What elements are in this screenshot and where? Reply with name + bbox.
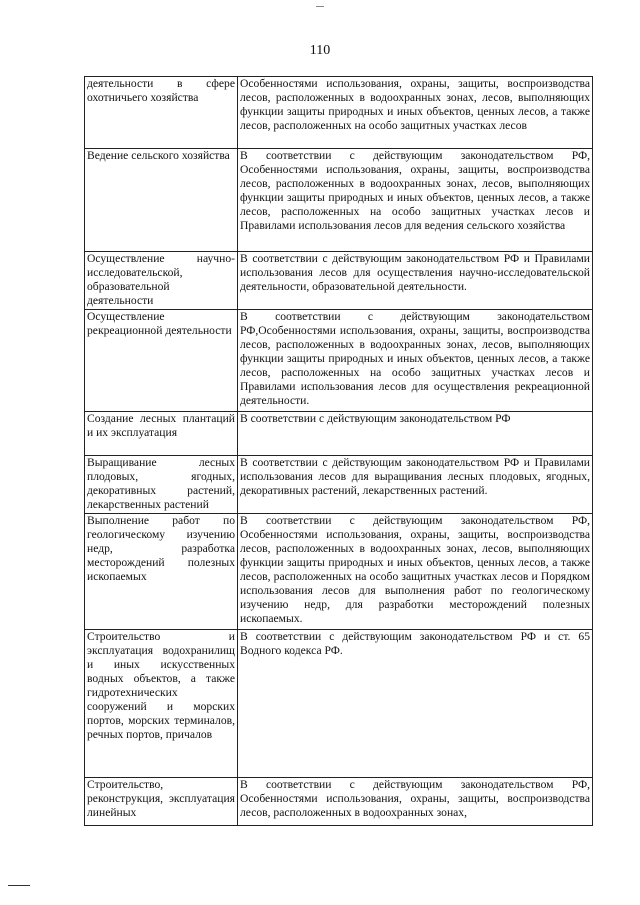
table-row	[85, 456, 593, 514]
regulation-cell: В соответствии с действующим законодательством РФ и Правилами использования лесов для осуществления научно-исследовательской деятельности, образовательной деятельности.	[238, 252, 593, 310]
page-number: 110	[309, 43, 331, 58]
activity-cell: Строительство и эксплуатация водохранилищ и иных искусственных водных объектов, а также гидротехнических сооружений и морских портов, морских терминалов, речных портов, причалов	[85, 630, 238, 778]
regulation-cell: В соответствии с действующим законодательством РФ,Особенностями использования, охраны, защиты, воспроизводства лесов, расположенных в водоохранных зонах, лесов, выполняющих функции защиты природных и иных объектов, ценных лесов, а также лесов, расположенных на особо защитных участках лесов и Правилами использования лесов для осуществления рекреационной деятельности.	[238, 310, 593, 412]
activity-cell: деятельности в сфере охотничьего хозяйства	[85, 77, 238, 149]
regulation-cell: В соответствии с действующим законодательством РФ, Особенностями использования, охраны, защиты, воспроизводства лесов, расположенных в водоохранных зонах, лесов, выполняющих функции защиты природных и иных объектов, ценных лесов, а также лесов, расположенных на особо защитных участках лесов и Порядком использования лесов для выполнения работ по геологическому изучению недр, для разработки месторождений полезных ископаемых.	[238, 514, 593, 630]
regulation-cell: В соответствии с действующим законодательством РФ, Особенностями использования, охраны, защиты, воспроизводства лесов, расположенных в водоохранных зонах,	[238, 778, 593, 826]
activity-cell: Выполнение работ по геологическому изучению недр, разработка месторождений полезных ископаемых	[85, 514, 238, 630]
table-row	[85, 77, 593, 149]
regulation-cell: В соответствии с действующим законодательством РФ и Правилами использования лесов для выращивания лесных плодовых, ягодных, декоративных растений, лекарственных растений.	[238, 456, 593, 514]
activity-cell: Создание лесных плантаций и их эксплуатация	[85, 412, 238, 456]
regulation-cell: В соответствии с действующим законодательством РФ, Особенностями использования, охраны, защиты, воспроизводства лесов, расположенных в водоохранных зонах, лесов, выполняющих функции защиты природных и иных объектов, ценных лесов, а также лесов, расположенных на особо защитных участках лесов и Правилами использования лесов для ведения сельского хозяйства	[238, 149, 593, 252]
table-row	[85, 252, 593, 310]
activity-cell: Осуществление рекреационной деятельности	[85, 310, 238, 412]
activity-cell: Строительство, реконструкция, эксплуатация линейных	[85, 778, 238, 826]
regulation-cell: В соответствии с действующим законодательством РФ и ст. 65 Водного кодекса РФ.	[238, 630, 593, 778]
table-row	[85, 310, 593, 412]
activity-cell: Ведение сельского хозяйства	[85, 149, 238, 252]
table-row	[85, 514, 593, 630]
activity-cell: Выращивание лесных плодовых, ягодных, декоративных растений, лекарственных растений	[85, 456, 238, 514]
table-row	[85, 778, 593, 826]
table-row	[85, 412, 593, 456]
activity-cell: Осуществление научно-исследовательской, образовательной деятельности	[85, 252, 238, 310]
top-scan-mark	[316, 6, 324, 7]
bottom-scan-mark	[8, 885, 30, 886]
table-row	[85, 630, 593, 778]
forest-use-table	[84, 76, 593, 826]
regulation-cell: В соответствии с действующим законодательством РФ	[238, 412, 593, 456]
regulation-cell: Особенностями использования, охраны, защиты, воспроизводства лесов, расположенных в водоохранных зонах, лесов, выполняющих функции защиты природных и иных объектов, ценных лесов, а также лесов, расположенных на особо защитных участках лесов	[238, 77, 593, 149]
table-row	[85, 149, 593, 252]
